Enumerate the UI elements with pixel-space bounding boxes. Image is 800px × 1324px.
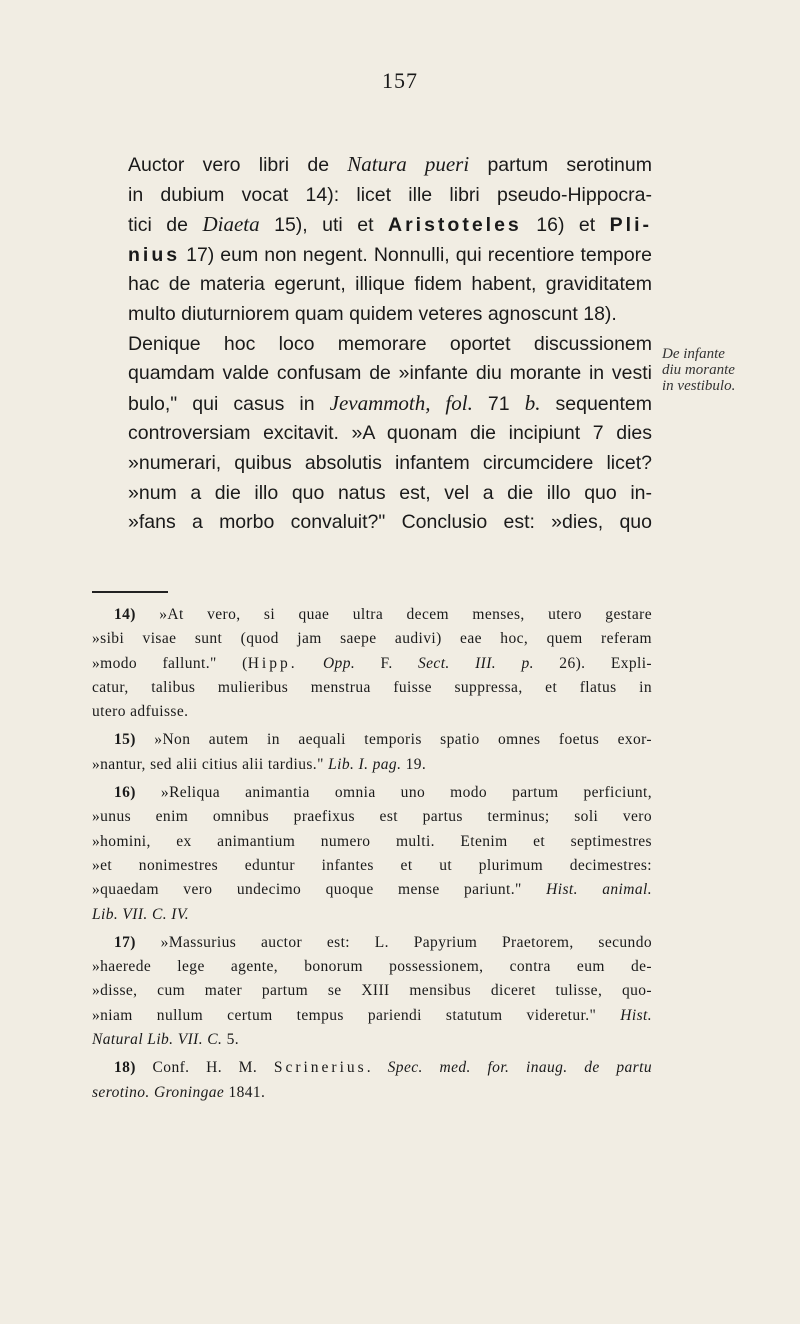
text-run: »Non autem in aequali temporis spatio omnes foetus exor- bbox=[135, 731, 652, 749]
margin-note-line: in vestibulo. bbox=[662, 378, 736, 394]
text-run: sequentem bbox=[540, 392, 652, 415]
italic-run: Spec. med. for. inaug. de partu bbox=[387, 1059, 652, 1077]
italic-run: Diaeta bbox=[202, 212, 260, 237]
main-text bbox=[92, 150, 652, 538]
text-run: »et nonimestres eduntur infantes et ut plurimum decimestres: bbox=[92, 856, 652, 874]
text-line bbox=[128, 181, 652, 211]
text-run: »numerari, quibus absolutis infantem circumcidere licet? bbox=[128, 451, 652, 474]
text-run: hac de materia egerunt, illique fidem habent, graviditatem bbox=[128, 273, 652, 296]
text-line bbox=[128, 359, 652, 389]
footnote-line bbox=[92, 781, 652, 805]
text-run: »homini, ex animantium numero multi. Etenim et septimestres bbox=[92, 832, 652, 850]
italic-run: Hist. animal. bbox=[546, 881, 652, 899]
text-line bbox=[128, 210, 652, 241]
footnote-line bbox=[92, 1056, 652, 1080]
text-run: »quaedam vero undecimo quoque mense pariunt." bbox=[92, 881, 547, 899]
footnote bbox=[92, 728, 652, 777]
text-run: »fans a morbo convaluit?" Conclusio est: »dies, quo bbox=[128, 511, 652, 534]
text-run: Conf. H. M. bbox=[135, 1059, 274, 1077]
text-line bbox=[128, 241, 652, 271]
footnote-line bbox=[92, 955, 652, 979]
italic-run: serotino. Groningae bbox=[92, 1083, 225, 1101]
margin-note-line: De infante bbox=[662, 346, 725, 362]
footnote-line bbox=[92, 728, 652, 752]
footnote bbox=[92, 1056, 652, 1105]
text-run: 19. bbox=[401, 755, 427, 773]
footnote-separator bbox=[92, 591, 168, 593]
text-run: catur, talibus mulieribus menstrua fuisse suppressa, et flatus in bbox=[92, 678, 652, 696]
footnotes bbox=[92, 603, 652, 1109]
paragraph-2 bbox=[92, 330, 652, 538]
text-run: »haerede lege agente, bonorum possessionem, contra eum de- bbox=[92, 958, 652, 976]
italic-run: Opp. bbox=[322, 654, 356, 672]
footnote-line bbox=[92, 979, 652, 1003]
spaced-name: Aristoteles bbox=[387, 214, 522, 237]
footnote-number: 15) bbox=[114, 731, 136, 749]
text-run: »niam nullum certum tempus pariendi statutum videretur." bbox=[92, 1006, 621, 1024]
text-run: multo diuturniorem quam quidem veteres agnoscunt 18). bbox=[128, 302, 617, 325]
text-run: bulo," qui casus in bbox=[128, 392, 330, 415]
text-run: Denique hoc loco memorare oportet discussionem bbox=[128, 332, 652, 355]
text-run: Auctor vero libri de bbox=[128, 154, 348, 176]
footnote bbox=[92, 603, 652, 724]
text-run: 1841. bbox=[224, 1083, 266, 1101]
text-run: »unus enim omnibus praefixus est partus terminus; soli vero bbox=[92, 808, 652, 826]
text-run: »disse, cum mater partum se XIII mensibus diceret tulisse, quo- bbox=[92, 982, 652, 1000]
footnote bbox=[92, 781, 652, 927]
footnote-number: 18) bbox=[114, 1059, 136, 1077]
text-line bbox=[128, 150, 652, 181]
paragraph-1 bbox=[92, 150, 652, 330]
footnote-line bbox=[92, 805, 652, 829]
text-run: F. bbox=[355, 654, 418, 672]
italic-run: Lib. VII. C. IV. bbox=[92, 905, 189, 923]
footnote-line bbox=[92, 903, 652, 927]
footnote-line bbox=[92, 1028, 652, 1052]
footnote-line bbox=[92, 676, 652, 700]
footnote-number: 16) bbox=[114, 784, 136, 802]
italic-run: Hist. bbox=[620, 1006, 652, 1024]
footnote-line bbox=[92, 931, 652, 955]
text-run: in dubium vocat 14): licet ille libri pseudo-Hippocra- bbox=[128, 183, 652, 206]
footnote-number: 17) bbox=[114, 933, 136, 951]
text-run: 71 bbox=[472, 392, 525, 415]
italic-run: Jevammoth, fol. bbox=[329, 390, 473, 415]
text-run: 5. bbox=[222, 1031, 239, 1049]
footnote-line bbox=[92, 1004, 652, 1028]
text-line bbox=[128, 389, 652, 420]
text-line bbox=[128, 300, 652, 330]
footnote-line bbox=[92, 1081, 652, 1105]
footnote-line bbox=[92, 830, 652, 854]
text-run: utero adfuisse. bbox=[92, 703, 189, 721]
italic-run: Lib. I. pag. bbox=[328, 755, 402, 773]
text-line bbox=[128, 479, 652, 509]
page-number: 157 bbox=[382, 68, 418, 93]
text-run: 17) eum non negent. Nonnulli, qui recentiore tempore bbox=[180, 243, 652, 266]
text-run: »At vero, si quae ultra decem menses, utero gestare bbox=[135, 606, 652, 623]
margin-note bbox=[662, 346, 792, 394]
text-line bbox=[128, 449, 652, 479]
text-run: »num a die illo quo natus est, vel a die illo quo in- bbox=[128, 481, 652, 504]
text-run: . bbox=[366, 1059, 388, 1077]
spaced-name: Scrinerius bbox=[273, 1059, 367, 1077]
footnote-line bbox=[92, 878, 652, 902]
text-run: controversiam excitavit. »A quonam die incipiunt 7 dies bbox=[128, 422, 652, 445]
text-run: 26). Expli- bbox=[533, 654, 652, 672]
footnote-line bbox=[92, 753, 652, 777]
text-line bbox=[128, 270, 652, 300]
text-run: »Reliqua animantia omnia uno modo partum perficiunt, bbox=[135, 784, 652, 802]
text-run: quamdam valde confusam de »infante diu morante in vesti bbox=[128, 362, 652, 385]
text-run: »sibi visae sunt (quod jam saepe audivi) eae hoc, quem referam bbox=[92, 630, 652, 648]
spaced-name: Pli- bbox=[609, 214, 652, 237]
spaced-name: nius bbox=[128, 243, 181, 266]
text-line bbox=[128, 508, 652, 538]
spaced-name: Hipp. bbox=[247, 654, 298, 672]
footnote-line bbox=[92, 700, 652, 724]
text-run: 16) et bbox=[521, 214, 610, 237]
footnote-line bbox=[92, 854, 652, 878]
text-run: »nantur, sed alii citius alii tardius." bbox=[92, 755, 329, 773]
italic-run: b. bbox=[524, 390, 541, 415]
footnote-line bbox=[92, 627, 652, 651]
text-run bbox=[298, 655, 323, 672]
text-run: »modo fallunt." ( bbox=[92, 654, 248, 672]
margin-note-line: diu morante bbox=[662, 362, 735, 378]
footnote-line bbox=[92, 652, 652, 676]
footnote-line bbox=[92, 603, 652, 627]
text-run: 15), uti et bbox=[259, 214, 388, 237]
footnote-number: 14) bbox=[114, 606, 136, 623]
text-run: tici de bbox=[128, 214, 203, 237]
text-run: partum serotinum bbox=[469, 154, 652, 176]
italic-run: Sect. III. p. bbox=[418, 654, 534, 672]
text-line bbox=[128, 419, 652, 449]
text-run: »Massurius auctor est: L. Papyrium Praetorem, secundo bbox=[135, 933, 652, 951]
italic-run: Natural Lib. VII. C. bbox=[92, 1031, 223, 1049]
italic-run: Natura pueri bbox=[347, 152, 470, 176]
text-line bbox=[128, 330, 652, 360]
footnote bbox=[92, 931, 652, 1052]
